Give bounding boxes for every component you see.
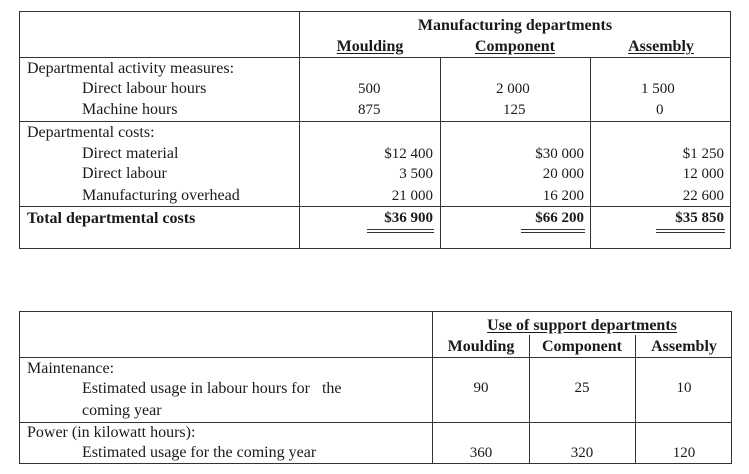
table2-col-divider-1 (432, 311, 433, 464)
table2-col-assembly: Assembly (651, 338, 717, 355)
assembly-maintenance-usage: 10 (676, 380, 692, 396)
assembly-manufacturing-overhead: 22 600 (682, 188, 724, 204)
component-machine-hours: 125 (503, 102, 526, 118)
moulding-total-double-rule-2 (367, 232, 434, 233)
maintenance-desc-line2: coming year (82, 402, 162, 419)
moulding-subtotal-rule (371, 206, 434, 207)
moulding-direct-labour: 3 500 (399, 166, 433, 182)
table1-col-moulding: Moulding (336, 38, 404, 55)
moulding-direct-labour-hours: 500 (358, 81, 381, 97)
assembly-direct-labour: 12 000 (682, 166, 724, 182)
row-label-direct-material: Direct material (82, 145, 179, 162)
table1-section-divider (19, 121, 731, 122)
component-direct-labour-hours: 2 000 (496, 81, 530, 97)
moulding-direct-material: $12 400 (384, 146, 433, 162)
maintenance-desc-line1: Estimated usage in labour hours for the (82, 380, 342, 397)
row-label-total-departmental-costs: Total departmental costs (27, 210, 196, 227)
table1-col-assembly: Assembly (628, 38, 694, 55)
table2-header-divider (19, 357, 732, 358)
moulding-maintenance-usage: 90 (473, 380, 489, 396)
assembly-total-double-rule-2 (656, 232, 725, 233)
component-total-double-rule-2 (521, 232, 585, 233)
table2-right-border (731, 311, 732, 464)
assembly-direct-labour-hours: 1 500 (641, 81, 675, 97)
moulding-power-usage: 360 (469, 445, 493, 461)
table2-bottom-border (19, 463, 732, 464)
costs-section-label: Departmental costs: (27, 124, 155, 141)
moulding-total: $36 900 (384, 210, 433, 226)
row-label-direct-labour-hours: Direct labour hours (82, 80, 207, 97)
table1-left-border (19, 11, 20, 249)
maintenance-label: Maintenance: (27, 360, 115, 377)
table2-col-component: Component (541, 338, 623, 355)
component-total-double-rule-1 (521, 229, 585, 230)
assembly-direct-material: $1 250 (682, 146, 724, 162)
row-label-direct-labour: Direct labour (82, 165, 167, 182)
table2-top-border (19, 311, 732, 312)
power-desc: Estimated usage for the coming year (82, 444, 317, 461)
component-direct-material: $30 000 (535, 146, 584, 162)
table1-col-divider-3 (590, 57, 591, 249)
table1-right-border (730, 11, 731, 249)
component-manufacturing-overhead: 16 200 (542, 188, 584, 204)
table2-col-divider-3 (635, 335, 636, 464)
moulding-machine-hours: 875 (358, 102, 381, 118)
table1-col-component: Component (474, 38, 556, 55)
assembly-subtotal-rule (660, 206, 725, 207)
table2-left-border (19, 311, 20, 464)
table2-group-header: Use of support departments (487, 317, 677, 334)
table2-section-divider (19, 422, 732, 423)
row-label-machine-hours: Machine hours (82, 101, 178, 118)
table1-col-divider-1 (299, 11, 300, 249)
table1-group-header: Manufacturing departments (417, 17, 613, 34)
moulding-total-double-rule-1 (367, 229, 434, 230)
component-direct-labour: 20 000 (542, 166, 584, 182)
row-label-manufacturing-overhead: Manufacturing overhead (82, 187, 240, 204)
assembly-total-double-rule-1 (656, 229, 725, 230)
power-label: Power (in kilowatt hours): (27, 424, 196, 441)
table1-col-divider-2 (440, 57, 441, 249)
moulding-manufacturing-overhead: 21 000 (391, 188, 433, 204)
component-subtotal-rule (521, 206, 585, 207)
component-power-usage: 320 (570, 445, 594, 461)
assembly-total: $35 850 (675, 210, 724, 226)
assembly-machine-hours: 0 (656, 102, 664, 118)
assembly-power-usage: 120 (672, 445, 696, 461)
table1-top-border (19, 11, 731, 12)
table2-col-moulding: Moulding (447, 338, 515, 355)
table1-bottom-border (19, 248, 731, 249)
component-total: $66 200 (535, 210, 584, 226)
table2-col-divider-2 (529, 335, 530, 464)
activity-section-label: Departmental activity measures: (27, 60, 235, 77)
component-maintenance-usage: 25 (574, 380, 590, 396)
table1-header-divider (19, 57, 731, 58)
